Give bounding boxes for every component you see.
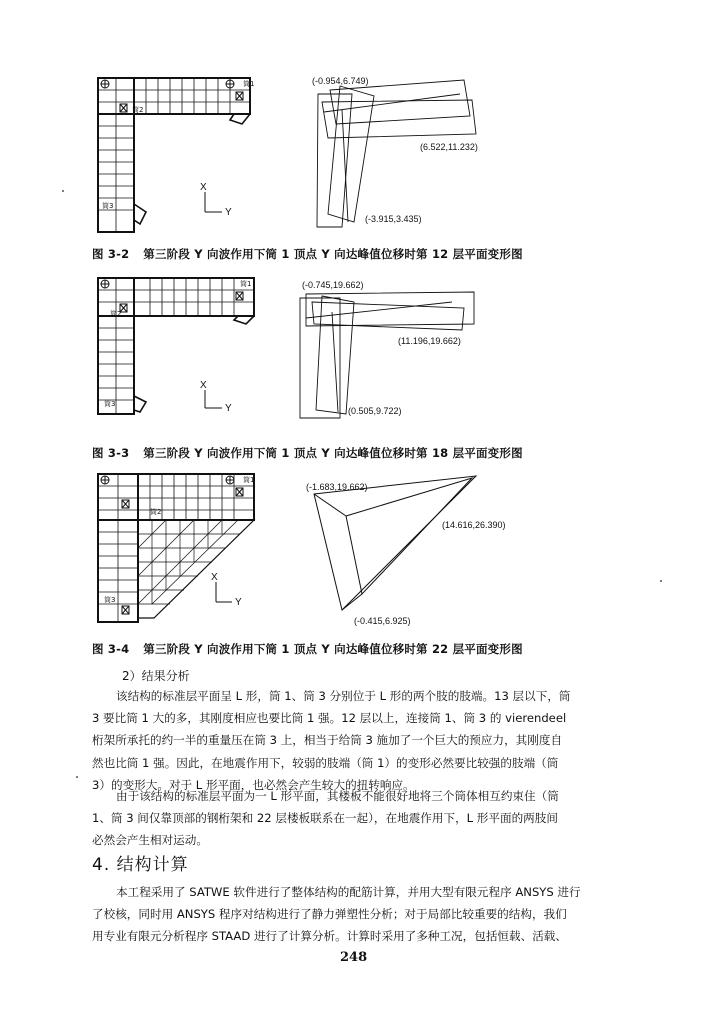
figure-3-2 [92, 72, 592, 242]
coord-label-1: (-1.683,19.662) [306, 482, 368, 492]
paragraph-line: 必然会产生相对运动。 [92, 833, 208, 848]
tube-label-2: 筒2 [132, 106, 144, 114]
coord-label-3: (-0.415,6.925) [354, 616, 411, 626]
deformed-shape [317, 80, 476, 227]
coord-label-1: (-0.954,6.749) [312, 76, 369, 86]
tube-label-3: 筒3 [104, 596, 116, 604]
scan-speck [62, 190, 64, 192]
coord-label-1: (-0.745,19.662) [302, 280, 364, 290]
tube-label-2: 筒2 [150, 508, 162, 516]
figure-3-3 [92, 272, 592, 432]
caption-number: 图 3-2 [92, 247, 130, 261]
section-heading: 4. 结构计算 [92, 855, 189, 875]
floor-plan-22 [98, 474, 254, 622]
caption-number: 图 3-3 [92, 446, 130, 460]
tube-label-1: 筒1 [243, 476, 255, 484]
scan-speck [76, 776, 78, 778]
figure-3-2-drawing [92, 72, 592, 242]
paragraph-line: 由于该结构的标准层平面为一 L 形平面，其楼板不能很好地将三个筒体相互约束住（筒 [116, 789, 559, 803]
axis-x-label: X [200, 182, 207, 193]
deformed-shape [314, 476, 476, 610]
page-number: 248 [340, 950, 368, 965]
caption-3-3 [92, 445, 523, 461]
axis-indicator [216, 582, 232, 602]
paragraph-line: 3 要比筒 1 大的多，其刚度相应也要比筒 1 强。12 层以上，连接筒 1、筒 3 的 vierendeel [92, 711, 567, 726]
caption-text: 第三阶段 Y 向波作用下筒 1 顶点 Y 向达峰值位移时第 18 层平面变形图 [143, 446, 523, 460]
caption-text: 第三阶段 Y 向波作用下筒 1 顶点 Y 向达峰值位移时第 12 层平面变形图 [143, 247, 523, 261]
coord-label-2: (11.196,19.662) [398, 336, 461, 346]
deformed-shape [300, 292, 474, 418]
tube-label-3: 筒3 [104, 400, 116, 408]
axis-y-label: Y [235, 597, 242, 608]
paragraph-line: 本工程采用了 SATWE 软件进行了整体结构的配筋计算，并用大型有限元程序 ANSYS 进行 [116, 885, 581, 899]
paragraph-line: 该结构的标准层平面呈 L 形，筒 1、筒 3 分别位于 L 形的两个肢的肢端。13 层以下，筒 [116, 689, 571, 703]
tube-label-3: 筒3 [102, 202, 114, 210]
axis-indicator [205, 192, 222, 212]
paragraph-line: 了校核，同时用 ANSYS 程序对结构进行了静力弹塑性分析；对于局部比较重要的结构，我们 [92, 907, 567, 922]
figure-3-4 [92, 470, 592, 630]
paragraph-line: 用专业有限元分析程序 STAAD 进行了计算分析。计算时采用了多种工况，包括恒载、活载、 [92, 929, 567, 944]
tube-label-1: 筒1 [240, 280, 252, 288]
paragraph-3 [92, 881, 632, 948]
caption-text: 第三阶段 Y 向波作用下筒 1 顶点 Y 向达峰值位移时第 22 层平面变形图 [143, 642, 523, 656]
axis-x-label: X [211, 572, 218, 583]
axis-x-label: X [200, 380, 207, 391]
paragraph-line: 1、筒 3 间仅靠顶部的钢桁架和 22 层楼板联系在一起），在地震作用下，L 形平面的两肢间 [92, 811, 558, 826]
subsection-heading: 2）结果分析 [122, 669, 190, 683]
paragraph-line: 然也比筒 1 强。因此，在地震作用下，较弱的肢端（筒 1）的变形必然要比较强的肢端（筒 [92, 755, 559, 770]
tube-label-2: 筒2 [110, 310, 122, 318]
figure-3-4-drawing [92, 470, 592, 630]
figure-3-3-drawing [92, 272, 592, 432]
coord-label-3: (0.505,9.722) [348, 406, 402, 416]
caption-number: 图 3-4 [92, 642, 130, 656]
coord-label-3: (-3.915,3.435) [365, 214, 422, 224]
floor-plan-18 [98, 278, 254, 414]
paragraph-line: 3）的变形大。对于 L 形平面，也必然会产生较大的扭转响应。 [92, 777, 415, 792]
coord-label-2: (6.522,11.232) [420, 142, 478, 152]
coord-label-2: (14.616,26.390) [442, 520, 506, 530]
tube-label-1: 筒1 [243, 80, 255, 88]
axis-y-label: Y [225, 403, 232, 414]
axis-indicator [205, 390, 222, 408]
axis-y-label: Y [225, 207, 232, 218]
paragraph-2 [92, 785, 632, 852]
scan-speck [660, 580, 662, 582]
paragraph-line: 桁架所承托的约一半的重量压在筒 3 上，相当于给筒 3 施加了一个巨大的预应力，其刚度自 [92, 733, 563, 748]
caption-3-2 [92, 246, 523, 262]
paragraph-1 [92, 685, 632, 796]
caption-3-4 [92, 641, 523, 657]
